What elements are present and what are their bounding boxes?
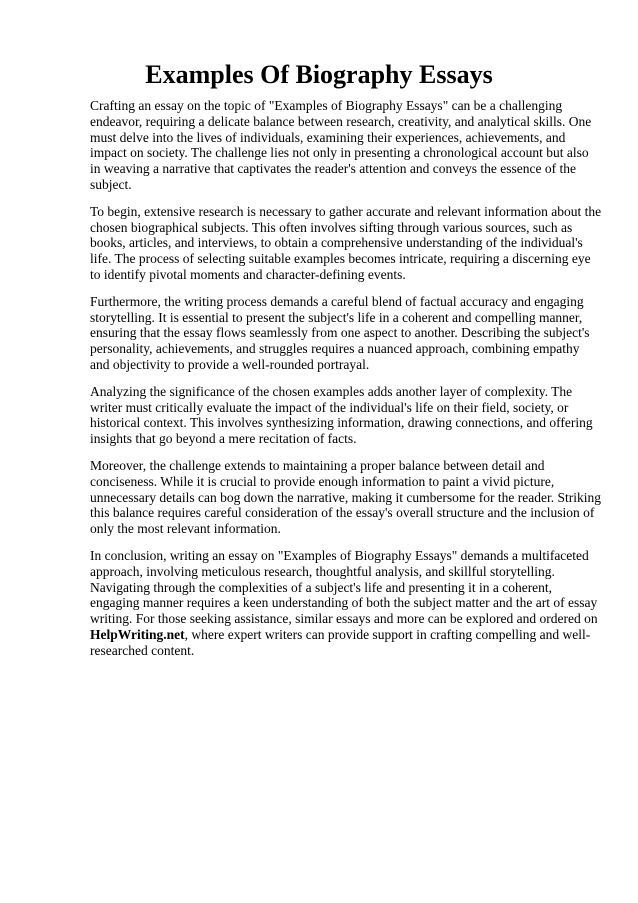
paragraph-intro: Crafting an essay on the topic of "Examples of Biography Essays" can be a challenging endeavor, requiring a delicate balance between research, creativity, and analytical skills. One must delve into the lives of individuals, examining their experiences, achievements, and impact on society. The challenge lies not only in presenting a chronological account but also in weaving a narrative that captivates the reader's attention and conveys the essence of the subject. <box>90 98 592 192</box>
conclusion-text-end: , where expert writers can provide support in crafting compelling and well-researched content. <box>90 626 591 658</box>
paragraph-conclusion <box>90 548 602 659</box>
essay-body <box>90 98 602 670</box>
paragraph-writing-process: Furthermore, the writing process demands a careful blend of factual accuracy and engaging storytelling. It is essential to present the subject's life in a coherent and compelling manner, ensuring that the essay flows seamlessly from one aspect to another. Describing the subject's personality, achievements, and struggles requires a nuanced approach, combining empathy and objectivity to provide a well-rounded portrayal. <box>90 293 590 372</box>
paragraph-balance: Moreover, the challenge extends to maintaining a proper balance between detail and conciseness. While it is crucial to provide enough information to paint a vivid picture, unnecessary details can bog down the narrative, making it cumbersome for the reader. Striking this balance requires careful consideration of the essay's overall structure and the inclusion of only the most relevant information. <box>90 457 601 537</box>
helpwriting-link[interactable]: HelpWriting.net <box>90 626 185 642</box>
conclusion-text: In conclusion, writing an essay on "Examples of Biography Essays" demands a multifaceted approach, involving meticulous research, thoughtful analysis, and skillful storytelling. Navigating through the complexities of a subject's life and presenting it in a coherent, engaging manner requires a keen understanding of both the subject matter and the art of essay writing. For those seeking assistance, similar essays and more can be explored and ordered on <box>90 547 598 627</box>
page-title: Examples Of Biography Essays <box>145 60 493 89</box>
paragraph-analysis: Analyzing the significance of the chosen examples adds another layer of complexity. The writer must critically evaluate the impact of the individual's life on their field, society, or historical context. This involves synthesizing information, drawing connections, and offering insights that go beyond a mere recitation of facts. <box>90 383 593 447</box>
paragraph-research: To begin, extensive research is necessary to gather accurate and relevant information about the chosen biographical subjects. This often involves sifting through various sources, such as books, articles, and interviews, to obtain a comprehensive understanding of the individual's life. The process of selecting suitable examples becomes intricate, requiring a discerning eye to identify pivotal moments and character-defining events. <box>90 203 602 282</box>
